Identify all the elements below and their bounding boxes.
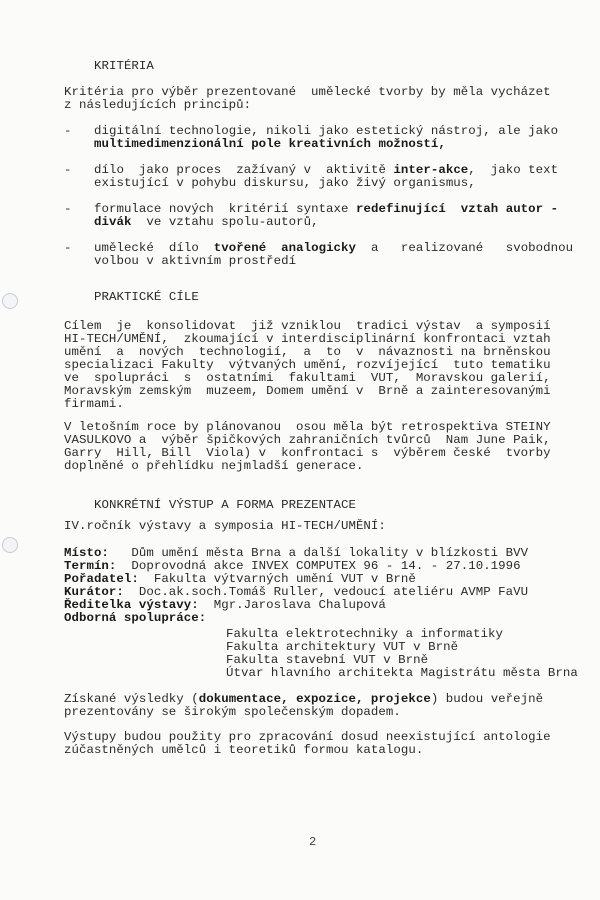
text: existující v pohybu diskursu, jako živý organismus, — [94, 176, 476, 190]
paragraph-line: HI-TECH/UMĚNÍ, zkoumající v interdisciplinární konfrontaci vztah — [64, 332, 551, 346]
detail-row — [64, 612, 206, 625]
paragraph-line: zúčastněných umělců i teoretiků formou katalogu. — [64, 743, 424, 757]
paragraph-line: Garry Hill, Bill Viola) v konfrontaci s výběrem české tvorby — [64, 446, 551, 460]
detail-label: Místo: — [64, 546, 109, 560]
partner-item: Fakulta stavební VUT v Brně — [226, 653, 429, 667]
results-bold-text: dokumentace, expozice, projekce — [198, 692, 431, 706]
bullet-line — [94, 216, 319, 229]
paragraph-line: firmami. — [64, 397, 124, 411]
paragraph-line: ve spolupráci s ostatními fakultami VUT, Moravskou galerií, — [64, 371, 551, 385]
paragraph-line: specializaci Fakulty výtvaných umění, rozvíjející tuto tematiku — [64, 358, 551, 372]
heading-konkretni-vystup: KONKRÉTNÍ VÝSTUP A FORMA PREZENTACE — [94, 498, 356, 512]
bullet-line — [94, 255, 296, 268]
bullet-dash: - — [64, 241, 72, 255]
detail-value: Doc.ak.soch.Tomáš Ruller, vedoucí ateliéru AVMP FaVU — [123, 585, 529, 599]
partner-item: Útvar hlavního architekta Magistrátu města Brna — [226, 666, 578, 680]
partner-item: Fakulta elektrotechniky a informatiky — [226, 627, 503, 641]
detail-label: Termín: — [64, 559, 117, 573]
bold-text: inter-akce — [393, 163, 469, 177]
detail-label: Pořadatel: — [64, 572, 139, 586]
bold-text: redefinující vztah autor - — [356, 202, 559, 216]
heading-prakticke-cile: PRAKTICKÉ CÍLE — [94, 290, 199, 304]
partner-item: Fakulta architektury VUT v Brně — [226, 640, 459, 654]
detail-label: Odborná spolupráce: — [64, 611, 207, 625]
text: digitální technologie, nikoli jako estetický nástroj, ale jako — [94, 124, 559, 138]
kriteria-intro-line: Kritéria pro výběr prezentované umělecké tvorby by měla vycházet — [64, 85, 551, 99]
paragraph-line: Výstupy budou použity pro zpracování dosud neexistující antologie — [64, 730, 551, 744]
paragraph-line: VASULKOVO a výběr špičkových zahraničních tvůrců Nam June Paik, — [64, 433, 551, 447]
results-line-2: prezentovány se širokým společenským dopadem. — [64, 705, 401, 719]
text: umělecké dílo — [94, 241, 214, 255]
results-text: Získané výsledky ( — [64, 692, 199, 706]
kriteria-intro-line: z následujících principů: — [64, 98, 252, 112]
detail-value: Doprovodná akce INVEX COMPUTEX 96 - 14. - 27.10.1996 — [116, 559, 521, 573]
text: formulace nových kritérií syntaxe — [94, 202, 356, 216]
bullet-line — [94, 138, 446, 151]
paragraph-line: Moravským zemským muzeem, Domem umění v Brně a zainteresovanými — [64, 384, 551, 398]
punch-hole-top — [2, 293, 18, 309]
bullet-dash: - — [64, 124, 72, 138]
bullet-dash: - — [64, 202, 72, 216]
bold-text: divák — [94, 215, 132, 229]
bold-text: multimedimenzionální pole kreativních možností, — [94, 137, 446, 151]
bold-text: tvořené analogicky — [213, 241, 357, 255]
detail-value: Dům umění města Brna a další lokality v blízkosti BVV — [108, 546, 529, 560]
results-text: ) budou veřejně — [430, 692, 544, 706]
punch-hole-bottom — [2, 537, 18, 553]
detail-value: Mgr.Jaroslava Chalupová — [198, 598, 386, 612]
text: volbou v aktivním prostředí — [94, 254, 297, 268]
page-number: 2 — [309, 835, 317, 849]
text: dílo jako proces zažívaný v aktivitě — [94, 163, 394, 177]
bullet-line — [94, 177, 476, 190]
detail-label: Kurátor: — [64, 585, 124, 599]
detail-label: Ředitelka výstavy: — [64, 598, 199, 612]
paragraph-line: umění a nových technologií, a to v návaznosti na brněnskou — [64, 345, 551, 359]
text: a realizované svobodnou — [356, 241, 574, 255]
paragraph-line: doplněné o přehlídku nejmladší generace. — [64, 459, 364, 473]
paragraph-line: V letošním roce by plánovanou osou měla být retrospektiva STEINY — [64, 420, 551, 434]
heading-kriteria: KRITÉRIA — [94, 59, 154, 73]
paragraph-line: Cílem je konsolidovat již vzniklou tradici výstav a symposií — [64, 319, 551, 333]
text: ve vztahu spolu-autorů, — [131, 215, 319, 229]
subtitle-rocnik: IV.ročník výstavy a symposia HI-TECH/UMĚNÍ: — [64, 519, 386, 533]
text: , jako text — [468, 163, 559, 177]
bullet-dash: - — [64, 163, 72, 177]
detail-value: Fakulta výtvarných umění VUT v Brně — [138, 572, 416, 586]
